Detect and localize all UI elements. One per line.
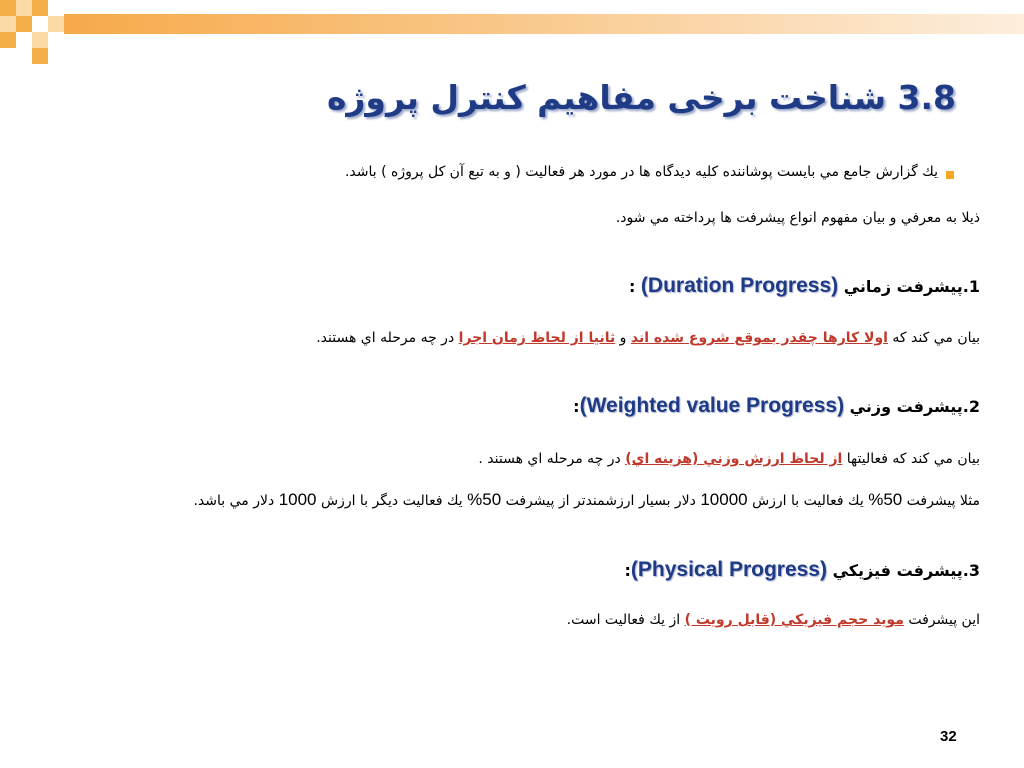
- example-value-3: 50%: [467, 490, 502, 509]
- section-2-heading-suffix: :: [573, 397, 580, 416]
- section-1-heading-en: (Duration Progress): [640, 274, 839, 297]
- decor-square: [16, 0, 32, 16]
- section-3-desc: [567, 612, 980, 628]
- example-value-4: 1000: [278, 490, 317, 509]
- section-2-desc-pre: بيان مي كند كه فعاليتها: [842, 451, 980, 467]
- example-text-5: دلار مي باشد.: [193, 493, 279, 509]
- section-2-desc: [478, 451, 980, 467]
- section-1-desc: [316, 330, 980, 346]
- section-1-desc-pre: بيان مي كند كه: [887, 330, 980, 346]
- decor-square: [32, 32, 48, 48]
- section-3-highlight-1: مويد حجم فيزيكي (قابل رويت ): [684, 612, 904, 628]
- decor-square: [32, 0, 48, 16]
- section-2-highlight-1: از لحاظ ارزش وزني (هزينه اي): [625, 451, 843, 467]
- section-1-heading-suffix: :: [628, 277, 636, 296]
- section-1-heading: [629, 274, 980, 298]
- section-3-desc-pre: اين پيشرفت: [903, 612, 980, 628]
- section-2-example: [193, 490, 980, 510]
- section-1-desc-mid: و: [615, 330, 631, 346]
- section-1-highlight-2: ثانيا از لحاظ زمان اجرا: [458, 330, 616, 346]
- example-text-3: دلار بسيار ارزشمندتر از پيشرفت: [501, 493, 701, 509]
- section-3-heading-fa: 3.پيشرفت فيزيكي: [832, 561, 980, 580]
- decor-square: [32, 48, 48, 64]
- slide-title: 3.8 شناخت برخی مفاهیم کنترل پروژه: [326, 78, 956, 117]
- example-value-1: 50%: [868, 490, 903, 509]
- example-text-1: مثلا پيشرفت: [902, 493, 980, 509]
- decor-square: [0, 32, 16, 48]
- decor-square: [16, 16, 32, 32]
- section-2-heading-fa: 2.پيشرفت وزني: [849, 397, 980, 416]
- section-3-desc-post: از يك فعاليت است.: [566, 612, 685, 628]
- section-1-desc-post: در چه مرحله اي هستند.: [316, 330, 459, 346]
- decor-square: [0, 0, 16, 16]
- intro-text: ذيلا به معرفي و بيان مفهوم انواع پيشرفت ها پرداخته مي شود.: [615, 210, 980, 226]
- decor-square: [48, 16, 64, 32]
- bullet-icon: [946, 171, 954, 179]
- section-1-highlight-1: اولا كارها چقدر بموقع شروع شده اند: [630, 330, 888, 346]
- example-text-2: يك فعاليت با ارزش: [747, 493, 869, 509]
- decor-square: [0, 16, 16, 32]
- bullet-text: يك گزارش جامع مي بايست پوشاننده كليه ديدگاه ها در مورد هر فعاليت ( و به تبع آن كل پروژه ) باشد.: [344, 164, 938, 180]
- page-number: 32: [940, 728, 957, 745]
- section-2-heading: [573, 394, 980, 418]
- section-2-desc-post: در چه مرحله اي هستند .: [478, 451, 626, 467]
- section-3-heading-en: (Physical Progress): [630, 558, 827, 581]
- example-text-4: يك فعاليت ديگر با ارزش: [316, 493, 468, 509]
- example-value-2: 10000: [700, 490, 748, 509]
- header-decor-bar: [64, 14, 1024, 34]
- section-1-heading-fa: 1.پيشرفت زماني: [843, 277, 980, 296]
- section-3-heading: [624, 558, 980, 582]
- section-3-heading-suffix: :: [624, 561, 631, 580]
- section-2-heading-en: (Weighted value Progress): [579, 394, 845, 417]
